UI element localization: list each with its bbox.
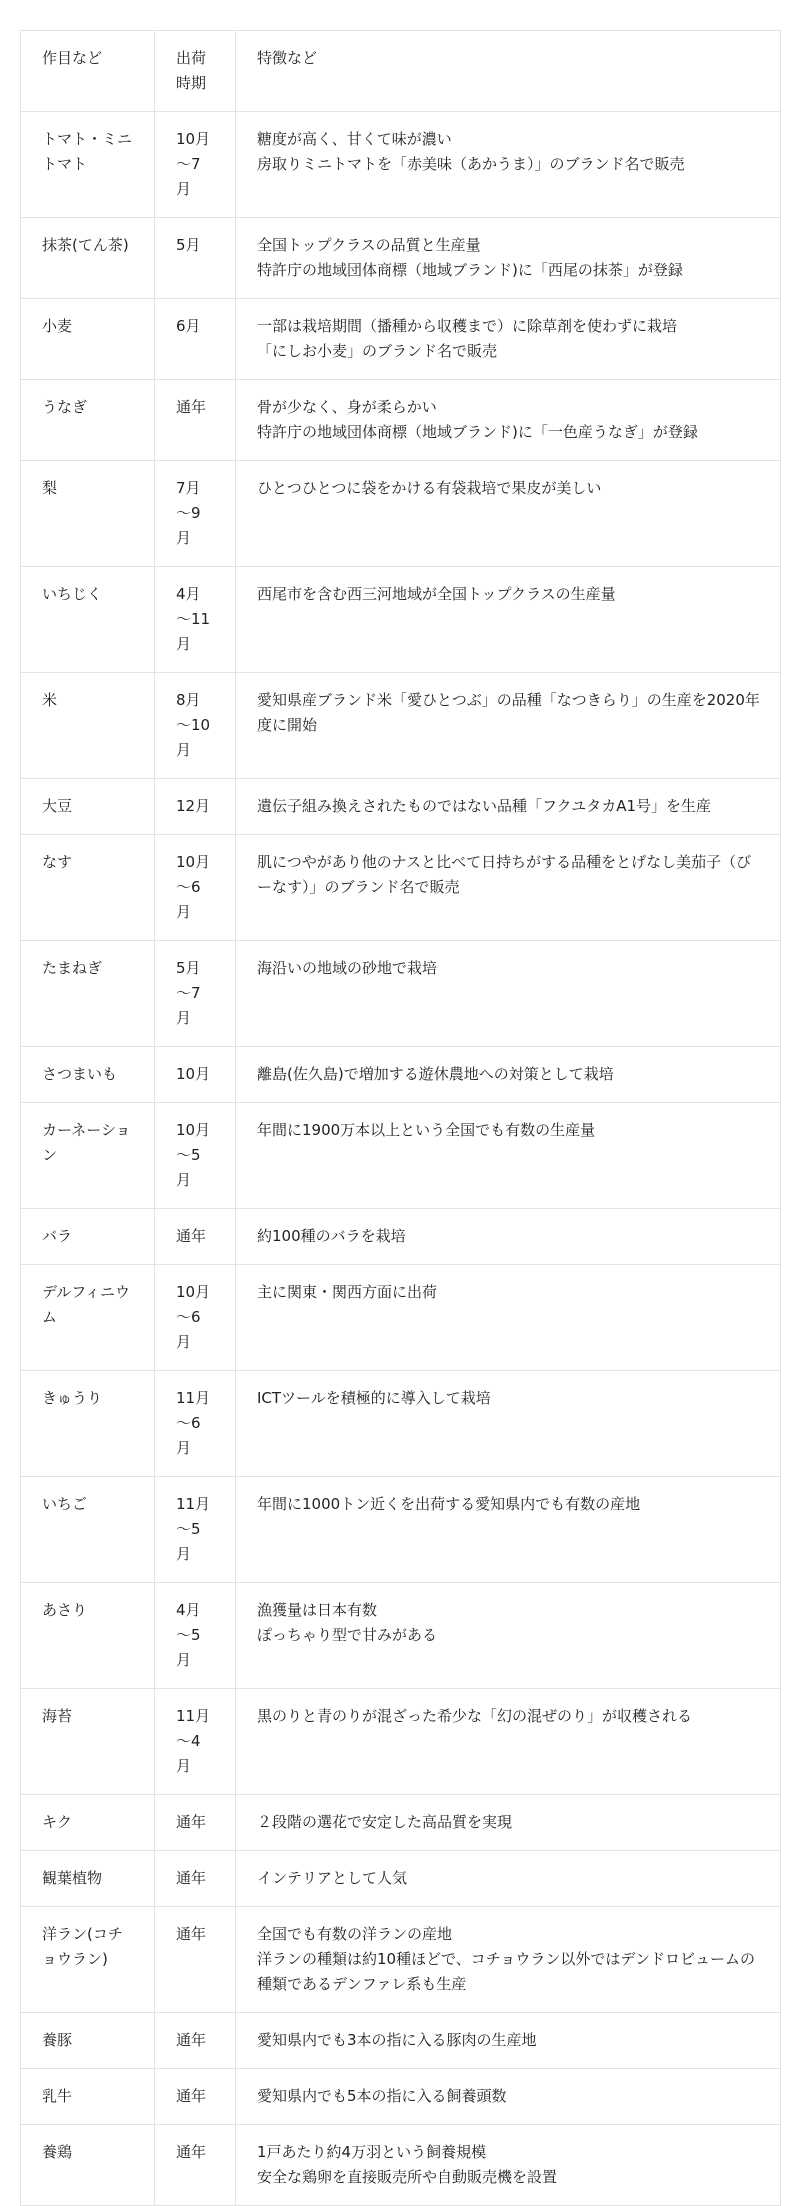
cell-features: 肌につやがあり他のナスと比べて日持ちがする品種をとげなし美茄子（びーなす）」のブランド名で販売 (236, 835, 781, 941)
cell-crop: 米 (21, 673, 155, 779)
table-row (21, 1103, 781, 1209)
cell-period: 10月 〜7 月 (155, 112, 236, 218)
cell-period: 通年 (155, 1851, 236, 1907)
cell-period: 通年 (155, 1907, 236, 2013)
cell-features: 骨が少なく、身が柔らかい 特許庁の地域団体商標（地域ブランド)に「一色産うなぎ」が登録 (236, 380, 781, 461)
cell-crop: 養豚 (21, 2013, 155, 2069)
table-row (21, 1907, 781, 2013)
cell-features: 約100種のバラを栽培 (236, 1209, 781, 1265)
cell-period: 8月 〜10 月 (155, 673, 236, 779)
cell-features: 愛知県内でも3本の指に入る豚肉の生産地 (236, 2013, 781, 2069)
cell-period: 4月 〜5 月 (155, 1583, 236, 1689)
agri-products-table (20, 30, 781, 2206)
header-period: 出荷 時期 (155, 31, 236, 112)
table-row (21, 1209, 781, 1265)
cell-period: 10月 〜6 月 (155, 835, 236, 941)
cell-features: 全国トップクラスの品質と生産量 特許庁の地域団体商標（地域ブランド)に「西尾の抹茶」が登録 (236, 218, 781, 299)
cell-features: 糖度が高く、甘くて味が濃い 房取りミニトマトを「赤美味（あかうま）」のブランド名で販売 (236, 112, 781, 218)
cell-crop: トマト・ミニトマト (21, 112, 155, 218)
header-features: 特徴など (236, 31, 781, 112)
cell-crop: あさり (21, 1583, 155, 1689)
cell-features: ICTツールを積極的に導入して栽培 (236, 1371, 781, 1477)
cell-crop: いちご (21, 1477, 155, 1583)
cell-period: 6月 (155, 299, 236, 380)
table-row (21, 2125, 781, 2206)
cell-crop: いちじく (21, 567, 155, 673)
table-row (21, 1795, 781, 1851)
cell-period: 5月 〜7 月 (155, 941, 236, 1047)
cell-period: 7月 〜9 月 (155, 461, 236, 567)
cell-crop: なす (21, 835, 155, 941)
cell-period: 10月 〜5 月 (155, 1103, 236, 1209)
cell-period: 10月 (155, 1047, 236, 1103)
cell-features: 黒のりと青のりが混ざった希少な「幻の混ぜのり」が収穫される (236, 1689, 781, 1795)
cell-crop: 洋ラン(コチョウラン) (21, 1907, 155, 2013)
cell-features: 海沿いの地域の砂地で栽培 (236, 941, 781, 1047)
cell-crop: 大豆 (21, 779, 155, 835)
cell-features: 遺伝子組み換えされたものではない品種「フクユタカA1号」を生産 (236, 779, 781, 835)
cell-period: 10月 〜6 月 (155, 1265, 236, 1371)
table-row (21, 1477, 781, 1583)
cell-period: 通年 (155, 2013, 236, 2069)
cell-features: 愛知県内でも5本の指に入る飼養頭数 (236, 2069, 781, 2125)
cell-crop: デルフィニウム (21, 1265, 155, 1371)
cell-period: 通年 (155, 2125, 236, 2206)
cell-features: 一部は栽培期間（播種から収穫まで）に除草剤を使わずに栽培 「にしお小麦」のブランド名で販売 (236, 299, 781, 380)
cell-period: 11月 〜4 月 (155, 1689, 236, 1795)
cell-crop: きゅうり (21, 1371, 155, 1477)
table-row (21, 567, 781, 673)
cell-period: 4月 〜11 月 (155, 567, 236, 673)
cell-period: 5月 (155, 218, 236, 299)
table-row (21, 835, 781, 941)
table-row (21, 941, 781, 1047)
table-row (21, 673, 781, 779)
table-row (21, 1265, 781, 1371)
cell-crop: 梨 (21, 461, 155, 567)
cell-features: 漁獲量は日本有数 ぽっちゃり型で甘みがある (236, 1583, 781, 1689)
cell-features: 年間に1900万本以上という全国でも有数の生産量 (236, 1103, 781, 1209)
table-row (21, 380, 781, 461)
cell-features: 西尾市を含む西三河地域が全国トップクラスの生産量 (236, 567, 781, 673)
cell-features: 離島(佐久島)で増加する遊休農地への対策として栽培 (236, 1047, 781, 1103)
cell-features: ひとつひとつに袋をかける有袋栽培で果皮が美しい (236, 461, 781, 567)
header-crop: 作目など (21, 31, 155, 112)
cell-features: インテリアとして人気 (236, 1851, 781, 1907)
table-row (21, 1047, 781, 1103)
cell-crop: うなぎ (21, 380, 155, 461)
cell-crop: さつまいも (21, 1047, 155, 1103)
cell-crop: カーネーション (21, 1103, 155, 1209)
cell-features: 全国でも有数の洋ランの産地 洋ランの種類は約10種ほどで、コチョウラン以外ではデンドロビュームの種類であるデンファレ系も生産 (236, 1907, 781, 2013)
table-row (21, 1689, 781, 1795)
cell-crop: 乳牛 (21, 2069, 155, 2125)
table-row (21, 218, 781, 299)
table-row (21, 299, 781, 380)
table-row (21, 1583, 781, 1689)
cell-crop: 養鶏 (21, 2125, 155, 2206)
table-body (21, 31, 781, 2206)
cell-crop: 観葉植物 (21, 1851, 155, 1907)
cell-crop: キク (21, 1795, 155, 1851)
table-row (21, 779, 781, 835)
table-row (21, 461, 781, 567)
cell-features: ２段階の選花で安定した高品質を実現 (236, 1795, 781, 1851)
cell-features: 年間に1000トン近くを出荷する愛知県内でも有数の産地 (236, 1477, 781, 1583)
cell-period: 11月 〜5 月 (155, 1477, 236, 1583)
cell-period: 通年 (155, 2069, 236, 2125)
cell-period: 11月 〜6 月 (155, 1371, 236, 1477)
cell-crop: バラ (21, 1209, 155, 1265)
table-row (21, 2013, 781, 2069)
cell-features: 愛知県産ブランド米「愛ひとつぶ」の品種「なつきらり」の生産を2020年度に開始 (236, 673, 781, 779)
table-row (21, 1371, 781, 1477)
table-row (21, 1851, 781, 1907)
cell-features: 1戸あたり約4万羽という飼養規模 安全な鶏卵を直接販売所や自動販売機を設置 (236, 2125, 781, 2206)
cell-period: 通年 (155, 1795, 236, 1851)
cell-crop: 小麦 (21, 299, 155, 380)
cell-crop: たまねぎ (21, 941, 155, 1047)
table-header-row (21, 31, 781, 112)
cell-period: 通年 (155, 1209, 236, 1265)
cell-crop: 海苔 (21, 1689, 155, 1795)
table-row (21, 2069, 781, 2125)
cell-features: 主に関東・関西方面に出荷 (236, 1265, 781, 1371)
table-row (21, 112, 781, 218)
cell-crop: 抹茶(てん茶) (21, 218, 155, 299)
cell-period: 12月 (155, 779, 236, 835)
cell-period: 通年 (155, 380, 236, 461)
